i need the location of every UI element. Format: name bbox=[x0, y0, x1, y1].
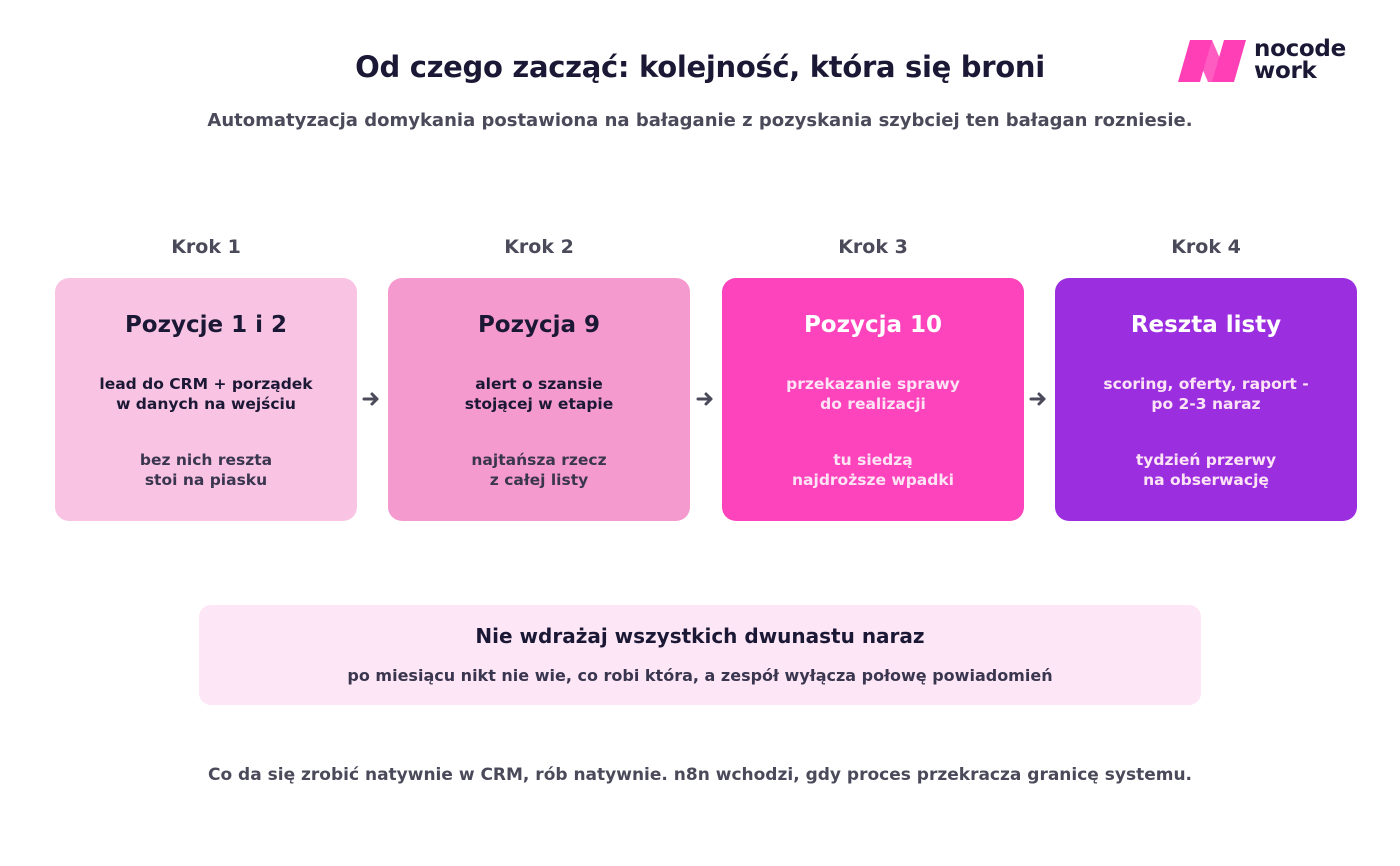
logo-mark-icon bbox=[1178, 40, 1246, 82]
step-card-description-line: stojącej w etapie bbox=[464, 395, 614, 413]
step-card-2 bbox=[388, 278, 690, 521]
step-card-description-line: alert o szansie bbox=[475, 375, 603, 393]
step-card-note-line: najtańsza rzecz bbox=[471, 451, 607, 469]
step-card-note-line: stoi na piasku bbox=[144, 471, 268, 489]
page-title: Od czego zacząć: kolejność, która się broni bbox=[355, 50, 1045, 84]
step-card-description-line: lead do CRM + porządek bbox=[99, 375, 313, 393]
step-card-note bbox=[75, 450, 337, 490]
warning-callout bbox=[199, 605, 1201, 705]
step-label-1: Krok 1 bbox=[171, 236, 241, 258]
arrow-right-icon bbox=[696, 391, 716, 407]
step-card-description bbox=[742, 374, 1004, 414]
step-label-4: Krok 4 bbox=[1171, 236, 1241, 258]
step-card-description-line: po 2-3 naraz bbox=[1151, 395, 1261, 413]
step-card-note bbox=[742, 450, 1004, 490]
step-card-title: Pozycja 9 bbox=[477, 312, 601, 338]
step-card-note-line: tydzień przerwy bbox=[1135, 451, 1277, 469]
callout-title: Nie wdrażaj wszystkich dwunastu naraz bbox=[475, 624, 925, 648]
callout-text: po miesiącu nikt nie wie, co robi która, a zespół wyłącza połowę powiadomień bbox=[347, 666, 1053, 685]
logo-text-line2: work bbox=[1254, 58, 1317, 84]
step-label-2: Krok 2 bbox=[504, 236, 574, 258]
step-card-description-line: w danych na wejściu bbox=[116, 395, 296, 413]
step-card-description bbox=[408, 374, 670, 414]
step-card-description-line: przekazanie sprawy bbox=[786, 375, 960, 393]
step-card-4 bbox=[1055, 278, 1357, 521]
step-card-1 bbox=[55, 278, 357, 521]
nocode-work-logo bbox=[1178, 38, 1358, 86]
step-card-description-line: scoring, oferty, raport - bbox=[1103, 375, 1309, 393]
step-card-description bbox=[75, 374, 337, 414]
step-card-note-line: bez nich reszta bbox=[139, 451, 273, 469]
arrow-right-icon bbox=[1029, 391, 1049, 407]
arrow-right-icon bbox=[362, 391, 382, 407]
step-card-note bbox=[408, 450, 670, 490]
step-card-3 bbox=[722, 278, 1024, 521]
step-card-title: Pozycje 1 i 2 bbox=[124, 312, 288, 338]
logo-text-line1: nocode bbox=[1254, 36, 1346, 62]
step-card-note-line: z całej listy bbox=[489, 471, 589, 489]
step-card-note bbox=[1075, 450, 1337, 490]
step-card-note-line: tu siedzą bbox=[833, 451, 913, 469]
step-card-description-line: do realizacji bbox=[820, 395, 926, 413]
page-subtitle: Automatyzacja domykania postawiona na bałaganie z pozyskania szybciej ten bałagan rozniesie. bbox=[207, 110, 1193, 131]
footer-note: Co da się zrobić natywnie w CRM, rób natywnie. n8n wchodzi, gdy proces przekracza granicę systemu. bbox=[207, 765, 1193, 785]
step-card-title: Pozycja 10 bbox=[803, 312, 943, 338]
step-card-description bbox=[1075, 374, 1337, 414]
step-card-note-line: na obserwację bbox=[1143, 471, 1269, 489]
step-card-note-line: najdroższe wpadki bbox=[792, 471, 954, 489]
step-label-3: Krok 3 bbox=[838, 236, 908, 258]
logo-text bbox=[1254, 38, 1346, 82]
step-card-title: Reszta listy bbox=[1130, 312, 1282, 338]
